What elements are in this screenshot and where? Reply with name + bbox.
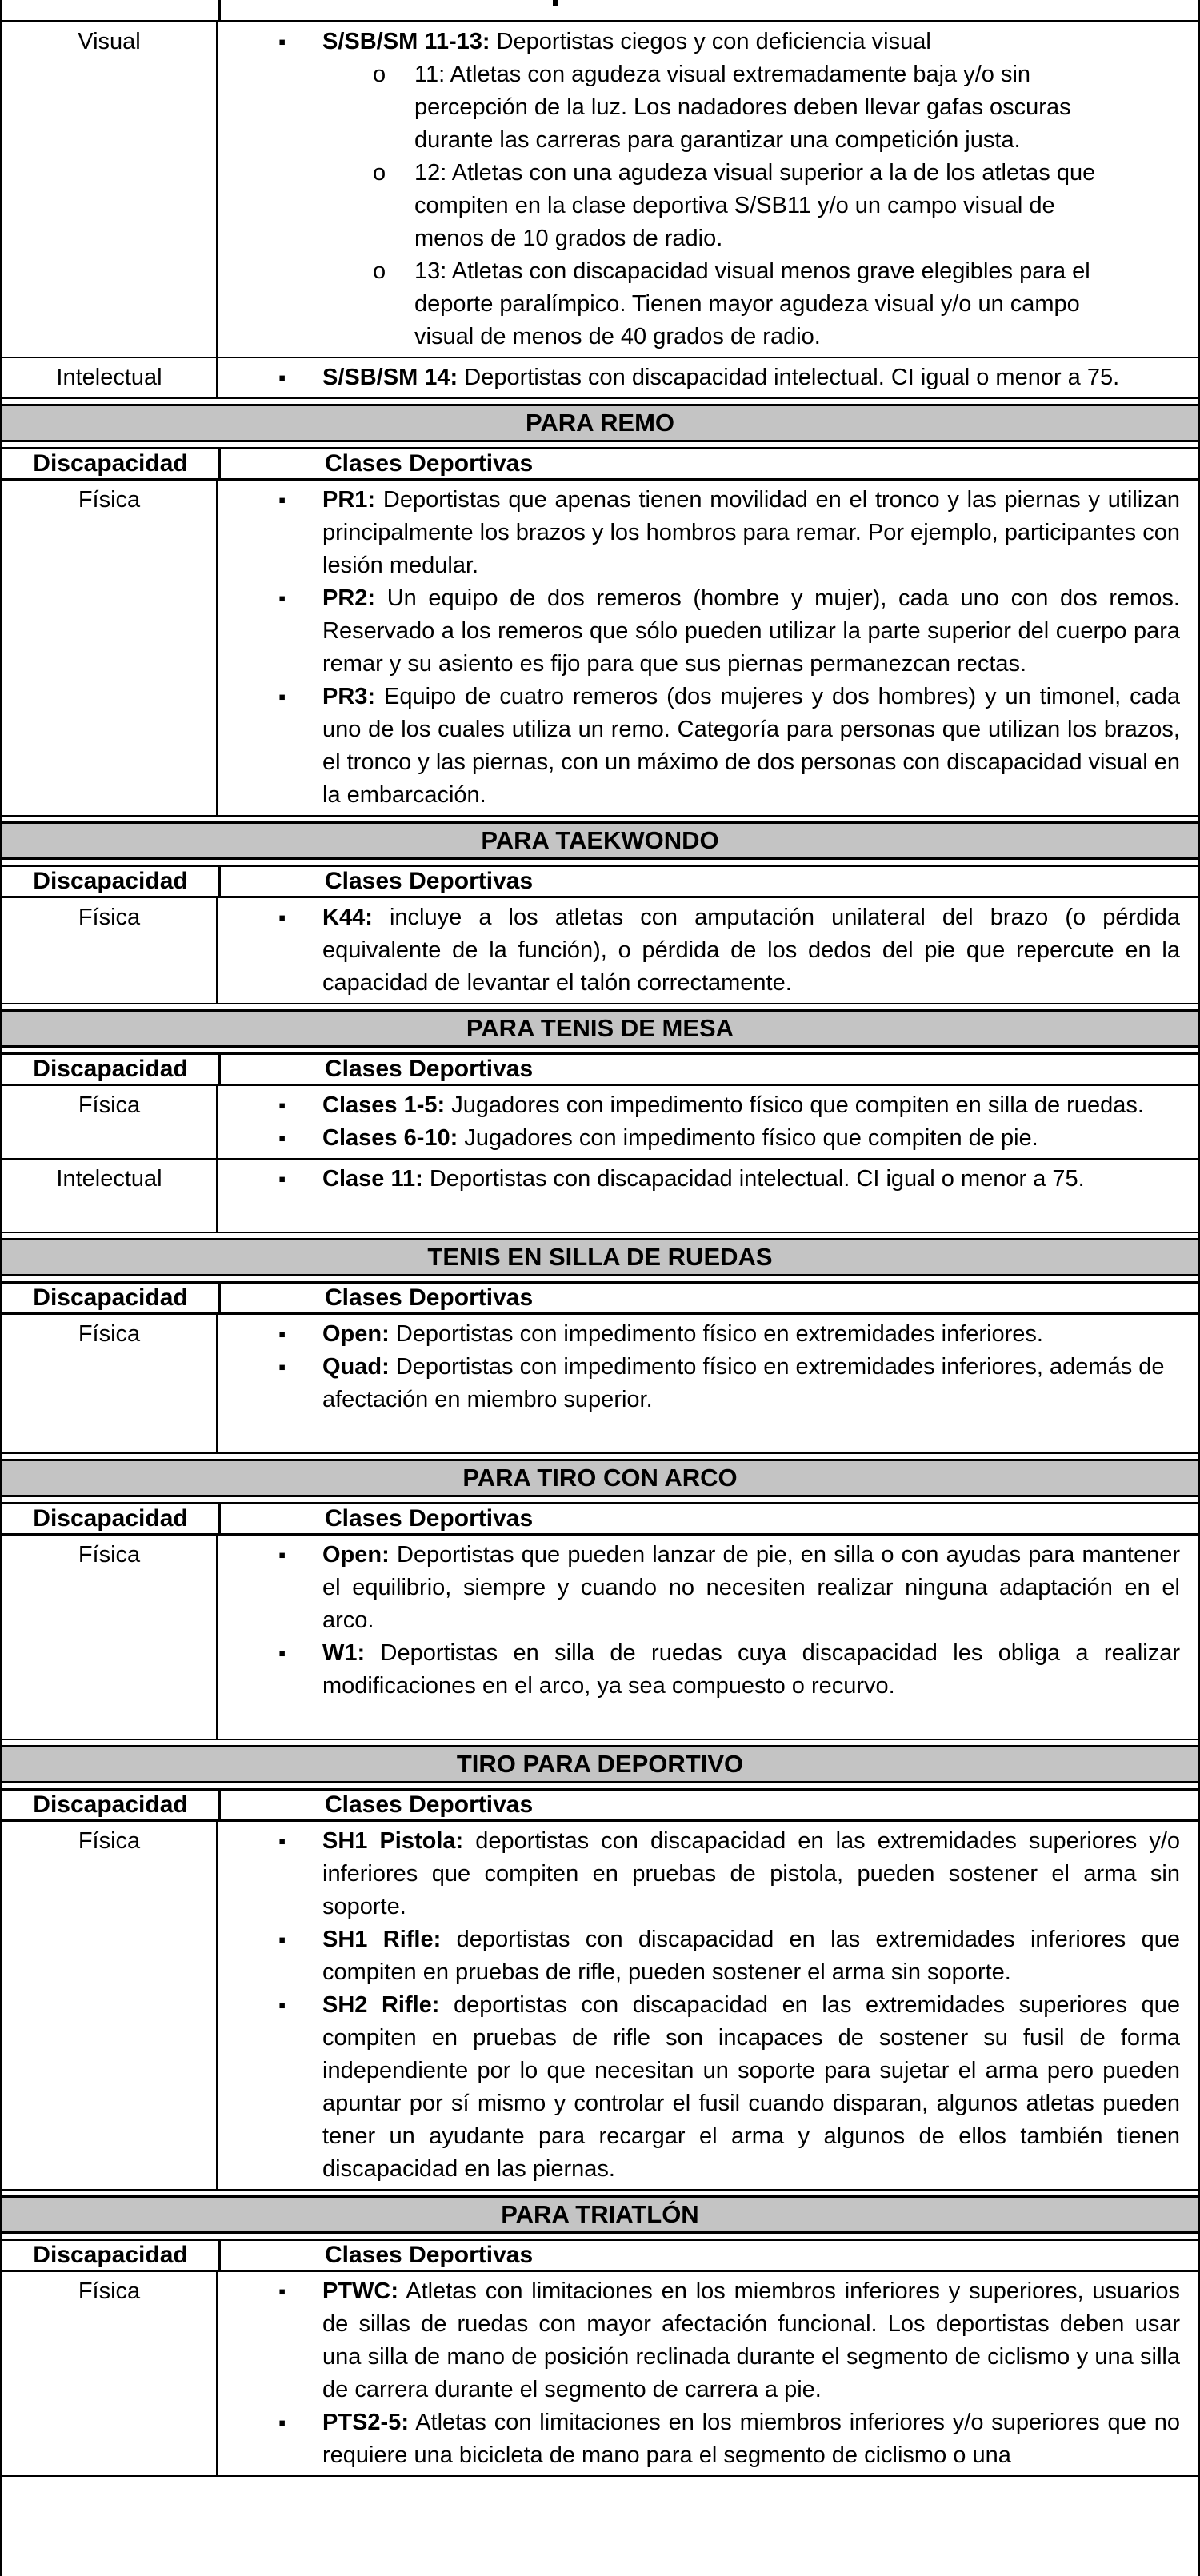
class-item [218, 2275, 1198, 2406]
table-row [2, 1086, 1198, 1160]
class-item-text: SH1 Rifle: deportistas con discapacidad en las extremidades inferiores que compiten en pruebas de rifle, pueden sostener el arma sin soporte. [322, 1927, 1180, 1985]
class-item [218, 484, 1198, 582]
class-item-text: PTS2-5: Atletas con limitaciones en los miembros inferiores y/o superiores que no requiere una bicicleta de mano para el segmento de ciclismo o una [322, 2410, 1180, 2468]
disability-type-cell: Física [2, 1536, 218, 1739]
sport-classes-cell [218, 2272, 1198, 2475]
class-item-text: K44: incluye a los atletas con amputación unilateral del brazo (o pérdida equivalente de la función), o pérdida de los dedos del pie que repercute en la capacidad de levantar el talón correctamente. [322, 905, 1180, 996]
class-item [218, 361, 1198, 394]
section-title-band: PARA REMO [2, 404, 1198, 442]
sport-classes-cell [218, 1315, 1198, 1452]
class-code-label: W1: [322, 1640, 366, 1666]
class-code-label: Quad: [322, 1354, 390, 1380]
class-item [218, 1163, 1198, 1196]
class-item [218, 2406, 1198, 2472]
class-item-text: Clases 1-5: Jugadores con impedimento físico que compiten en silla de ruedas. [322, 1092, 1144, 1118]
square-bullet-icon: ▪ [278, 30, 286, 54]
table-row [2, 1160, 1198, 1233]
square-bullet-icon: ▪ [278, 2410, 286, 2434]
class-item-text: W1: Deportistas en silla de ruedas cuya discapacidad les obliga a realizar modificaciones en el arco, ya sea compuesto o recurvo. [322, 1640, 1180, 1699]
disability-type-cell: Física [2, 1315, 218, 1452]
sport-classes-cell [218, 898, 1198, 1003]
cutoff-text-fragment [553, 0, 558, 6]
class-item-text: Quad: Deportistas con impedimento físico en extremidades inferiores, además de afectación en miembro superior. [322, 1354, 1165, 1412]
class-code-label: S/SB/SM 14: [322, 365, 458, 390]
circle-bullet-icon: o [373, 258, 386, 284]
class-item [218, 1825, 1198, 1923]
column-header-discapacidad: Discapacidad [2, 1504, 221, 1533]
class-item-text: S/SB/SM 11-13: Deportistas ciegos y con deficiencia visual [322, 29, 931, 54]
square-bullet-icon: ▪ [278, 905, 286, 929]
class-item [218, 1637, 1198, 1703]
class-item [218, 681, 1198, 812]
blank-line [218, 1416, 1198, 1449]
class-item [218, 1989, 1198, 2186]
disability-type-cell: Física [2, 1086, 218, 1158]
class-item-text: Clases 6-10: Jugadores con impedimento físico que compiten de pie. [322, 1125, 1038, 1151]
square-bullet-icon: ▪ [278, 1126, 286, 1150]
section-title-band: PARA TIRO CON ARCO [2, 1459, 1198, 1497]
class-item [218, 901, 1198, 1000]
square-bullet-icon: ▪ [278, 685, 286, 709]
column-header-discapacidad: Discapacidad [2, 1284, 221, 1312]
column-header-clases-deportivas: Clases Deportivas [325, 1505, 534, 1532]
column-header-row [2, 865, 1198, 898]
sub-class-item-text: 13: Atletas con discapacidad visual menos grave elegibles para el deporte paralímpico. Tienen mayor agudeza visual y/o un campo visual de menos de 40 grados de radio. [414, 258, 1090, 349]
table-row [2, 2272, 1198, 2477]
table-row-partial-top [2, 0, 1198, 22]
circle-bullet-icon: o [373, 62, 386, 87]
sport-classes-cell [218, 1536, 1198, 1739]
square-bullet-icon: ▪ [278, 1355, 286, 1379]
column-header-clases-deportivas: Clases Deportivas [325, 1056, 534, 1082]
column-header-discapacidad: Discapacidad [2, 1791, 221, 1819]
sub-class-item [218, 255, 1198, 353]
table-row [2, 22, 1198, 358]
class-code-label: S/SB/SM 11-13: [322, 29, 490, 54]
column-header-row [2, 1052, 1198, 1086]
class-item-text: S/SB/SM 14: Deportistas con discapacidad intelectual. CI igual o menor a 75. [322, 365, 1120, 390]
sport-classes-cell [218, 1822, 1198, 2189]
square-bullet-icon: ▪ [278, 488, 286, 512]
square-bullet-icon: ▪ [278, 1829, 286, 1853]
sport-classes-cell [218, 1160, 1198, 1232]
class-code-label: SH1 Rifle: [322, 1927, 442, 1952]
column-header-clases-deportivas: Clases Deportivas [325, 450, 534, 477]
class-item [218, 1089, 1198, 1122]
sport-classes-cell [218, 358, 1198, 397]
column-header-row [2, 1502, 1198, 1536]
section-title-band: PARA TAEKWONDO [2, 821, 1198, 860]
column-header-row [2, 1788, 1198, 1822]
sport-classes-cell [218, 22, 1198, 357]
table-row [2, 1315, 1198, 1454]
class-item [218, 26, 1198, 58]
section-title-band: TIRO PARA DEPORTIVO [2, 1745, 1198, 1783]
blank-line [218, 1703, 1198, 1735]
section-title-band: PARA TRIATLÓN [2, 2195, 1198, 2234]
square-bullet-icon: ▪ [278, 1322, 286, 1346]
table-row [2, 898, 1198, 1004]
column-header-discapacidad: Discapacidad [2, 867, 221, 896]
column-divider [218, 0, 221, 20]
class-item [218, 582, 1198, 681]
column-header-clases-deportivas: Clases Deportivas [325, 1791, 534, 1818]
class-code-label: SH1 Pistola: [322, 1828, 464, 1854]
class-item-text: PTWC: Atletas con limitaciones en los miembros inferiores y superiores, usuarios de sillas de ruedas con mayor afectación funcional. Los deportistas deben usar una silla de mano de posición reclinada durante el segmento de ciclismo y una silla de carrera durante el segmento de carrera a pie. [322, 2278, 1180, 2402]
class-code-label: Clase 11: [322, 1166, 423, 1192]
sport-classes-cell [218, 1086, 1198, 1158]
class-code-label: PR1: [322, 487, 376, 513]
column-header-clases-deportivas: Clases Deportivas [325, 2242, 534, 2268]
disability-type-cell: Visual [2, 22, 218, 357]
sub-class-item-text: 12: Atletas con una agudeza visual superior a la de los atletas que compiten en la clase deportiva S/SB11 y/o un campo visual de menos de 10 grados de radio. [414, 160, 1096, 251]
class-code-label: K44: [322, 905, 373, 930]
square-bullet-icon: ▪ [278, 2279, 286, 2303]
sub-class-item [218, 58, 1198, 157]
class-code-label: PR3: [322, 684, 376, 709]
section-title-band: TENIS EN SILLA DE RUEDAS [2, 1238, 1198, 1276]
class-item-text: Open: Deportistas que pueden lanzar de pie, en silla o con ayudas para mantener el equilibrio, siempre y cuando no necesiten realizar ninguna adaptación en el arco. [322, 1542, 1180, 1633]
class-item-text: PR2: Un equipo de dos remeros (hombre y mujer), cada uno con dos remos. Reservado a los remeros que sólo pueden utilizar la parte superior del cuerpo para remar y su asiento es fijo para que sus piernas permanezcan rectas. [322, 585, 1180, 677]
square-bullet-icon: ▪ [278, 365, 286, 389]
class-item-text: Open: Deportistas con impedimento físico en extremidades inferiores. [322, 1321, 1043, 1347]
square-bullet-icon: ▪ [278, 1927, 286, 1951]
class-item-text: PR3: Equipo de cuatro remeros (dos mujeres y dos hombres) y un timonel, cada uno de los cuales utiliza un remo. Categoría para personas que utilizan los brazos, el tronco y las piernas, con un máximo de dos personas con discapacidad visual en la embarcación. [322, 684, 1180, 808]
class-item [218, 1923, 1198, 1989]
class-item-text: SH1 Pistola: deportistas con discapacidad en las extremidades superiores y/o inferiores que compiten en pruebas de pistola, pueden sostener el arma sin soporte. [322, 1828, 1181, 1919]
column-header-row [2, 1281, 1198, 1315]
class-item [218, 1539, 1198, 1637]
column-header-row [2, 2239, 1198, 2272]
class-code-label: Clases 6-10: [322, 1125, 458, 1151]
disability-type-cell: Física [2, 1822, 218, 2189]
class-item-text: SH2 Rifle: deportistas con discapacidad en las extremidades superiores que compiten en pruebas de rifle son incapaces de sostener su fusil de forma independiente por lo que necesitan un soporte para sujetar el arma pero pueden apuntar por sí mismo y controlar el fusil cuando disparan, algunos atletas pueden tener un ayudante para recargar el arma y algunos de ellos también tienen discapacidad en las piernas. [322, 1992, 1180, 2182]
class-code-label: Clases 1-5: [322, 1092, 446, 1118]
column-header-discapacidad: Discapacidad [2, 1055, 221, 1084]
class-item [218, 1122, 1198, 1155]
square-bullet-icon: ▪ [278, 1093, 286, 1117]
table-row [2, 481, 1198, 817]
class-code-label: PTS2-5: [322, 2410, 409, 2435]
class-item-text: PR1: Deportistas que apenas tienen movilidad en el tronco y las piernas y utilizan principalmente los brazos y los hombros para remar. Por ejemplo, participantes con lesión medular. [322, 487, 1180, 578]
disability-type-cell: Intelectual [2, 1160, 218, 1232]
class-item [218, 1318, 1198, 1351]
column-header-discapacidad: Discapacidad [2, 2241, 221, 2270]
column-header-discapacidad: Discapacidad [2, 449, 221, 478]
class-item-text: Clase 11: Deportistas con discapacidad intelectual. CI igual o menor a 75. [322, 1166, 1085, 1192]
square-bullet-icon: ▪ [278, 1993, 286, 2017]
disability-type-cell: Intelectual [2, 358, 218, 397]
square-bullet-icon: ▪ [278, 586, 286, 610]
class-code-label: SH2 Rifle: [322, 1992, 440, 2018]
sub-class-item [218, 157, 1198, 255]
column-header-clases-deportivas: Clases Deportivas [325, 868, 534, 894]
class-code-label: PTWC: [322, 2278, 399, 2304]
classification-table [2, 22, 1198, 2477]
column-header-row [2, 447, 1198, 481]
circle-bullet-icon: o [373, 160, 386, 186]
sport-classes-cell [218, 481, 1198, 815]
disability-type-cell: Física [2, 481, 218, 815]
square-bullet-icon: ▪ [278, 1641, 286, 1665]
square-bullet-icon: ▪ [278, 1543, 286, 1567]
sub-class-item-text: 11: Atletas con agudeza visual extremadamente baja y/o sin percepción de la luz. Los nadadores deben llevar gafas oscuras durante las carreras para garantizar una competición justa. [414, 62, 1071, 153]
section-title-band: PARA TENIS DE MESA [2, 1009, 1198, 1048]
table-row [2, 1822, 1198, 2191]
table-row [2, 1536, 1198, 1740]
disability-type-cell: Física [2, 898, 218, 1003]
class-code-label: Open: [322, 1321, 390, 1347]
column-header-clases-deportivas: Clases Deportivas [325, 1284, 534, 1311]
class-code-label: Open: [322, 1542, 390, 1568]
class-code-label: PR2: [322, 585, 376, 611]
class-item [218, 1351, 1198, 1416]
disability-type-cell: Física [2, 2272, 218, 2475]
table-row [2, 358, 1198, 399]
square-bullet-icon: ▪ [278, 1167, 286, 1191]
blank-line [218, 1196, 1198, 1228]
